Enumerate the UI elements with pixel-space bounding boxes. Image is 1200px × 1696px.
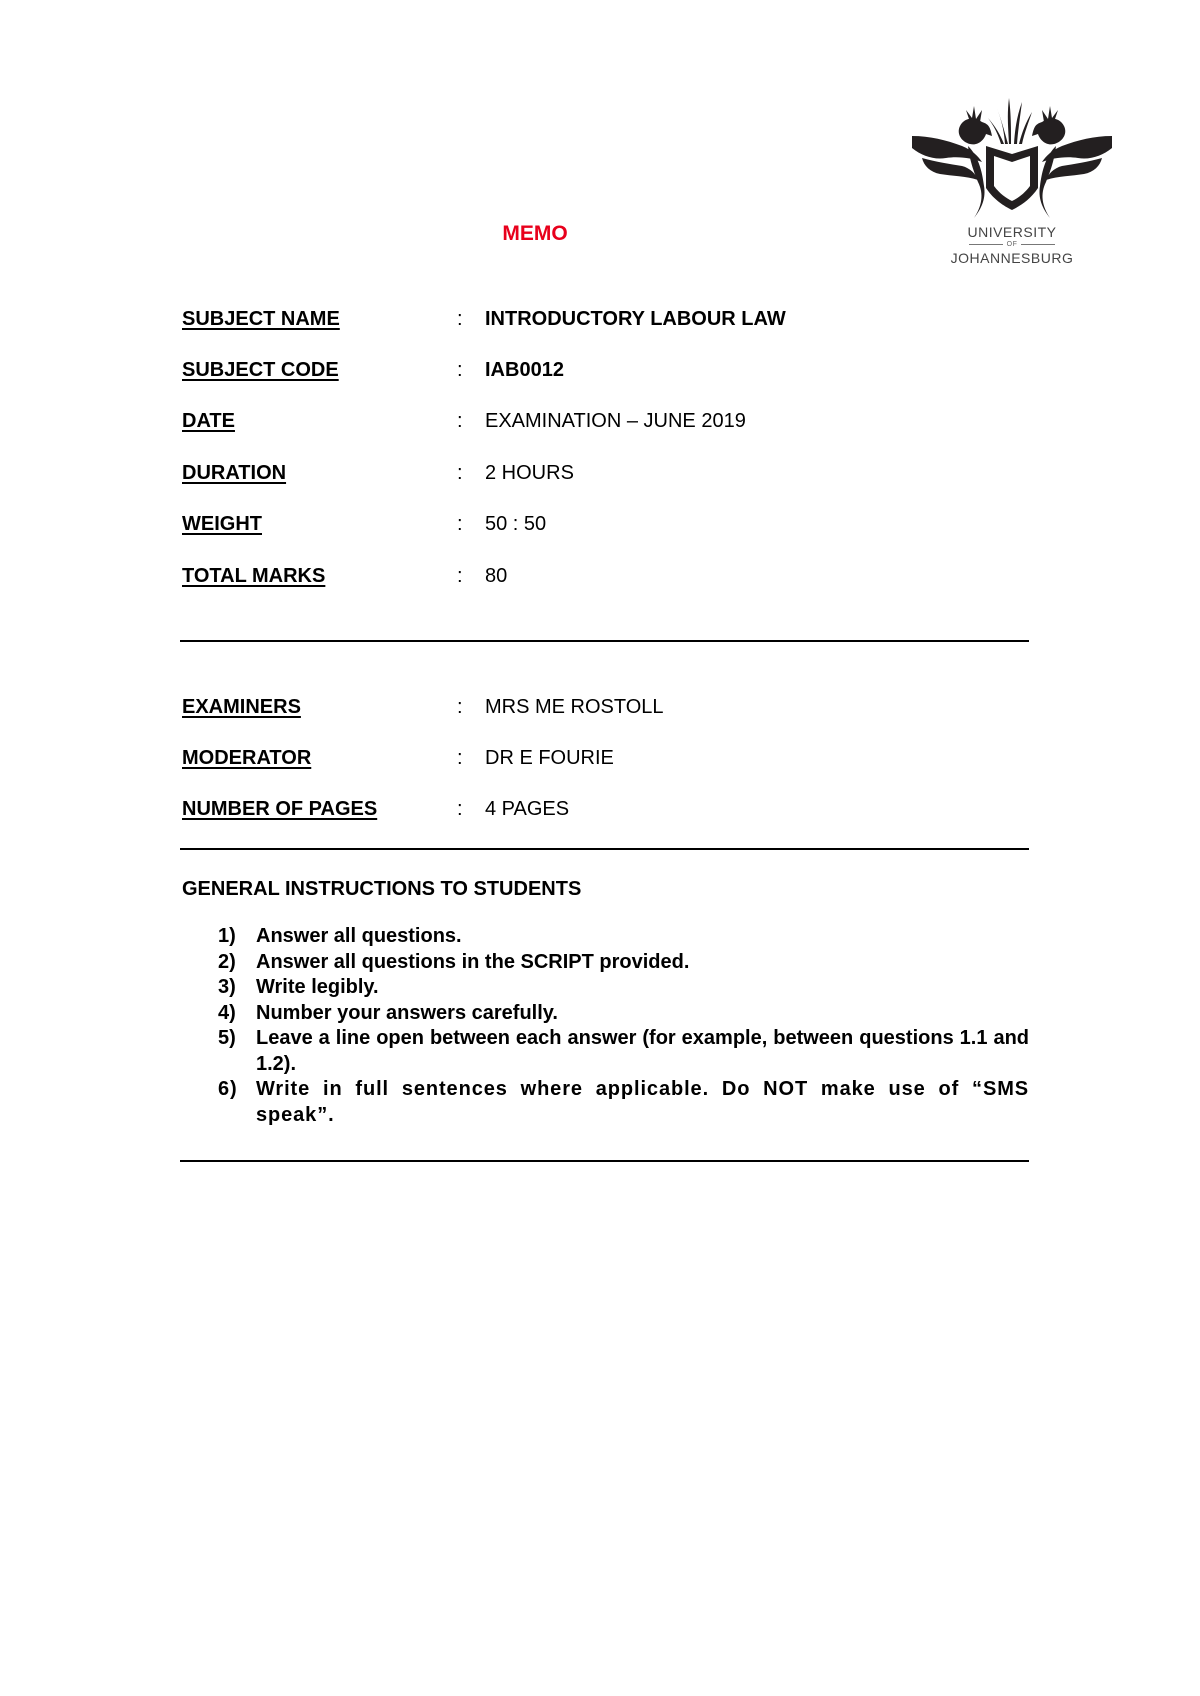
item-text: Leave a line open between each answer (for example, between questions 1.1 and 1.2). xyxy=(256,1027,1029,1075)
memo-heading: MEMO xyxy=(502,222,568,245)
university-crest-icon xyxy=(912,96,1112,221)
detail-label: TOTAL MARKS xyxy=(182,565,326,587)
item-text: Write in full sentences where applicable. Do NOT make use of “SMS speak”. xyxy=(256,1078,1029,1126)
item-text: Answer all questions in the SCRIPT provided. xyxy=(256,950,690,973)
logo-johannesburg-text: JOHANNESBURG xyxy=(950,250,1074,266)
item-text: Number your answers carefully. xyxy=(256,1001,558,1024)
list-item xyxy=(182,924,1029,950)
detail-label: EXAMINERS xyxy=(182,696,301,718)
detail-colon: : xyxy=(457,747,463,769)
divider xyxy=(180,1160,1029,1162)
item-text: Answer all questions. xyxy=(256,925,462,947)
detail-label: DATE xyxy=(182,410,235,432)
detail-label: WEIGHT xyxy=(182,513,262,535)
item-number: 5) xyxy=(218,1027,236,1049)
list-item xyxy=(182,1001,1029,1027)
detail-value: 50 : 50 xyxy=(485,513,547,535)
detail-value: 4 PAGES xyxy=(485,798,570,820)
item-text: Write legibly. xyxy=(256,976,379,998)
detail-value: 80 xyxy=(485,565,508,587)
detail-label: SUBJECT NAME xyxy=(182,308,340,330)
detail-colon: : xyxy=(457,798,463,820)
item-number: 3) xyxy=(218,976,236,998)
detail-colon: : xyxy=(457,462,463,484)
detail-colon: : xyxy=(457,308,463,330)
detail-value: EXAMINATION – JUNE 2019 xyxy=(485,410,746,432)
detail-colon: : xyxy=(457,359,463,381)
item-number: 1) xyxy=(218,925,236,947)
divider xyxy=(180,640,1029,642)
item-number: 4) xyxy=(218,1001,236,1024)
detail-value: MRS ME ROSTOLL xyxy=(485,696,664,718)
item-number: 2) xyxy=(218,950,236,973)
list-item xyxy=(182,1026,1029,1077)
detail-value: DR E FOURIE xyxy=(485,747,614,769)
university-logo xyxy=(912,96,1112,266)
logo-of-text: OF xyxy=(912,241,1112,248)
logo-university-text: UNIVERSITY xyxy=(967,224,1057,240)
detail-colon: : xyxy=(457,565,463,587)
detail-colon: : xyxy=(457,410,463,432)
detail-label: NUMBER OF PAGES xyxy=(182,798,378,820)
list-item xyxy=(182,1077,1029,1128)
list-item xyxy=(182,975,1029,1001)
item-number: 6) xyxy=(218,1078,238,1100)
detail-colon: : xyxy=(457,696,463,718)
detail-value: IAB0012 xyxy=(485,359,564,381)
divider xyxy=(180,848,1029,850)
detail-value: INTRODUCTORY LABOUR LAW xyxy=(485,308,786,330)
detail-colon: : xyxy=(457,513,463,535)
list-item xyxy=(182,950,1029,976)
detail-label: SUBJECT CODE xyxy=(182,359,339,381)
detail-label: MODERATOR xyxy=(182,747,312,769)
instructions-list xyxy=(182,924,1029,1128)
detail-label: DURATION xyxy=(182,462,287,484)
instructions-heading: GENERAL INSTRUCTIONS TO STUDENTS xyxy=(182,878,582,900)
detail-value: 2 HOURS xyxy=(485,462,574,484)
